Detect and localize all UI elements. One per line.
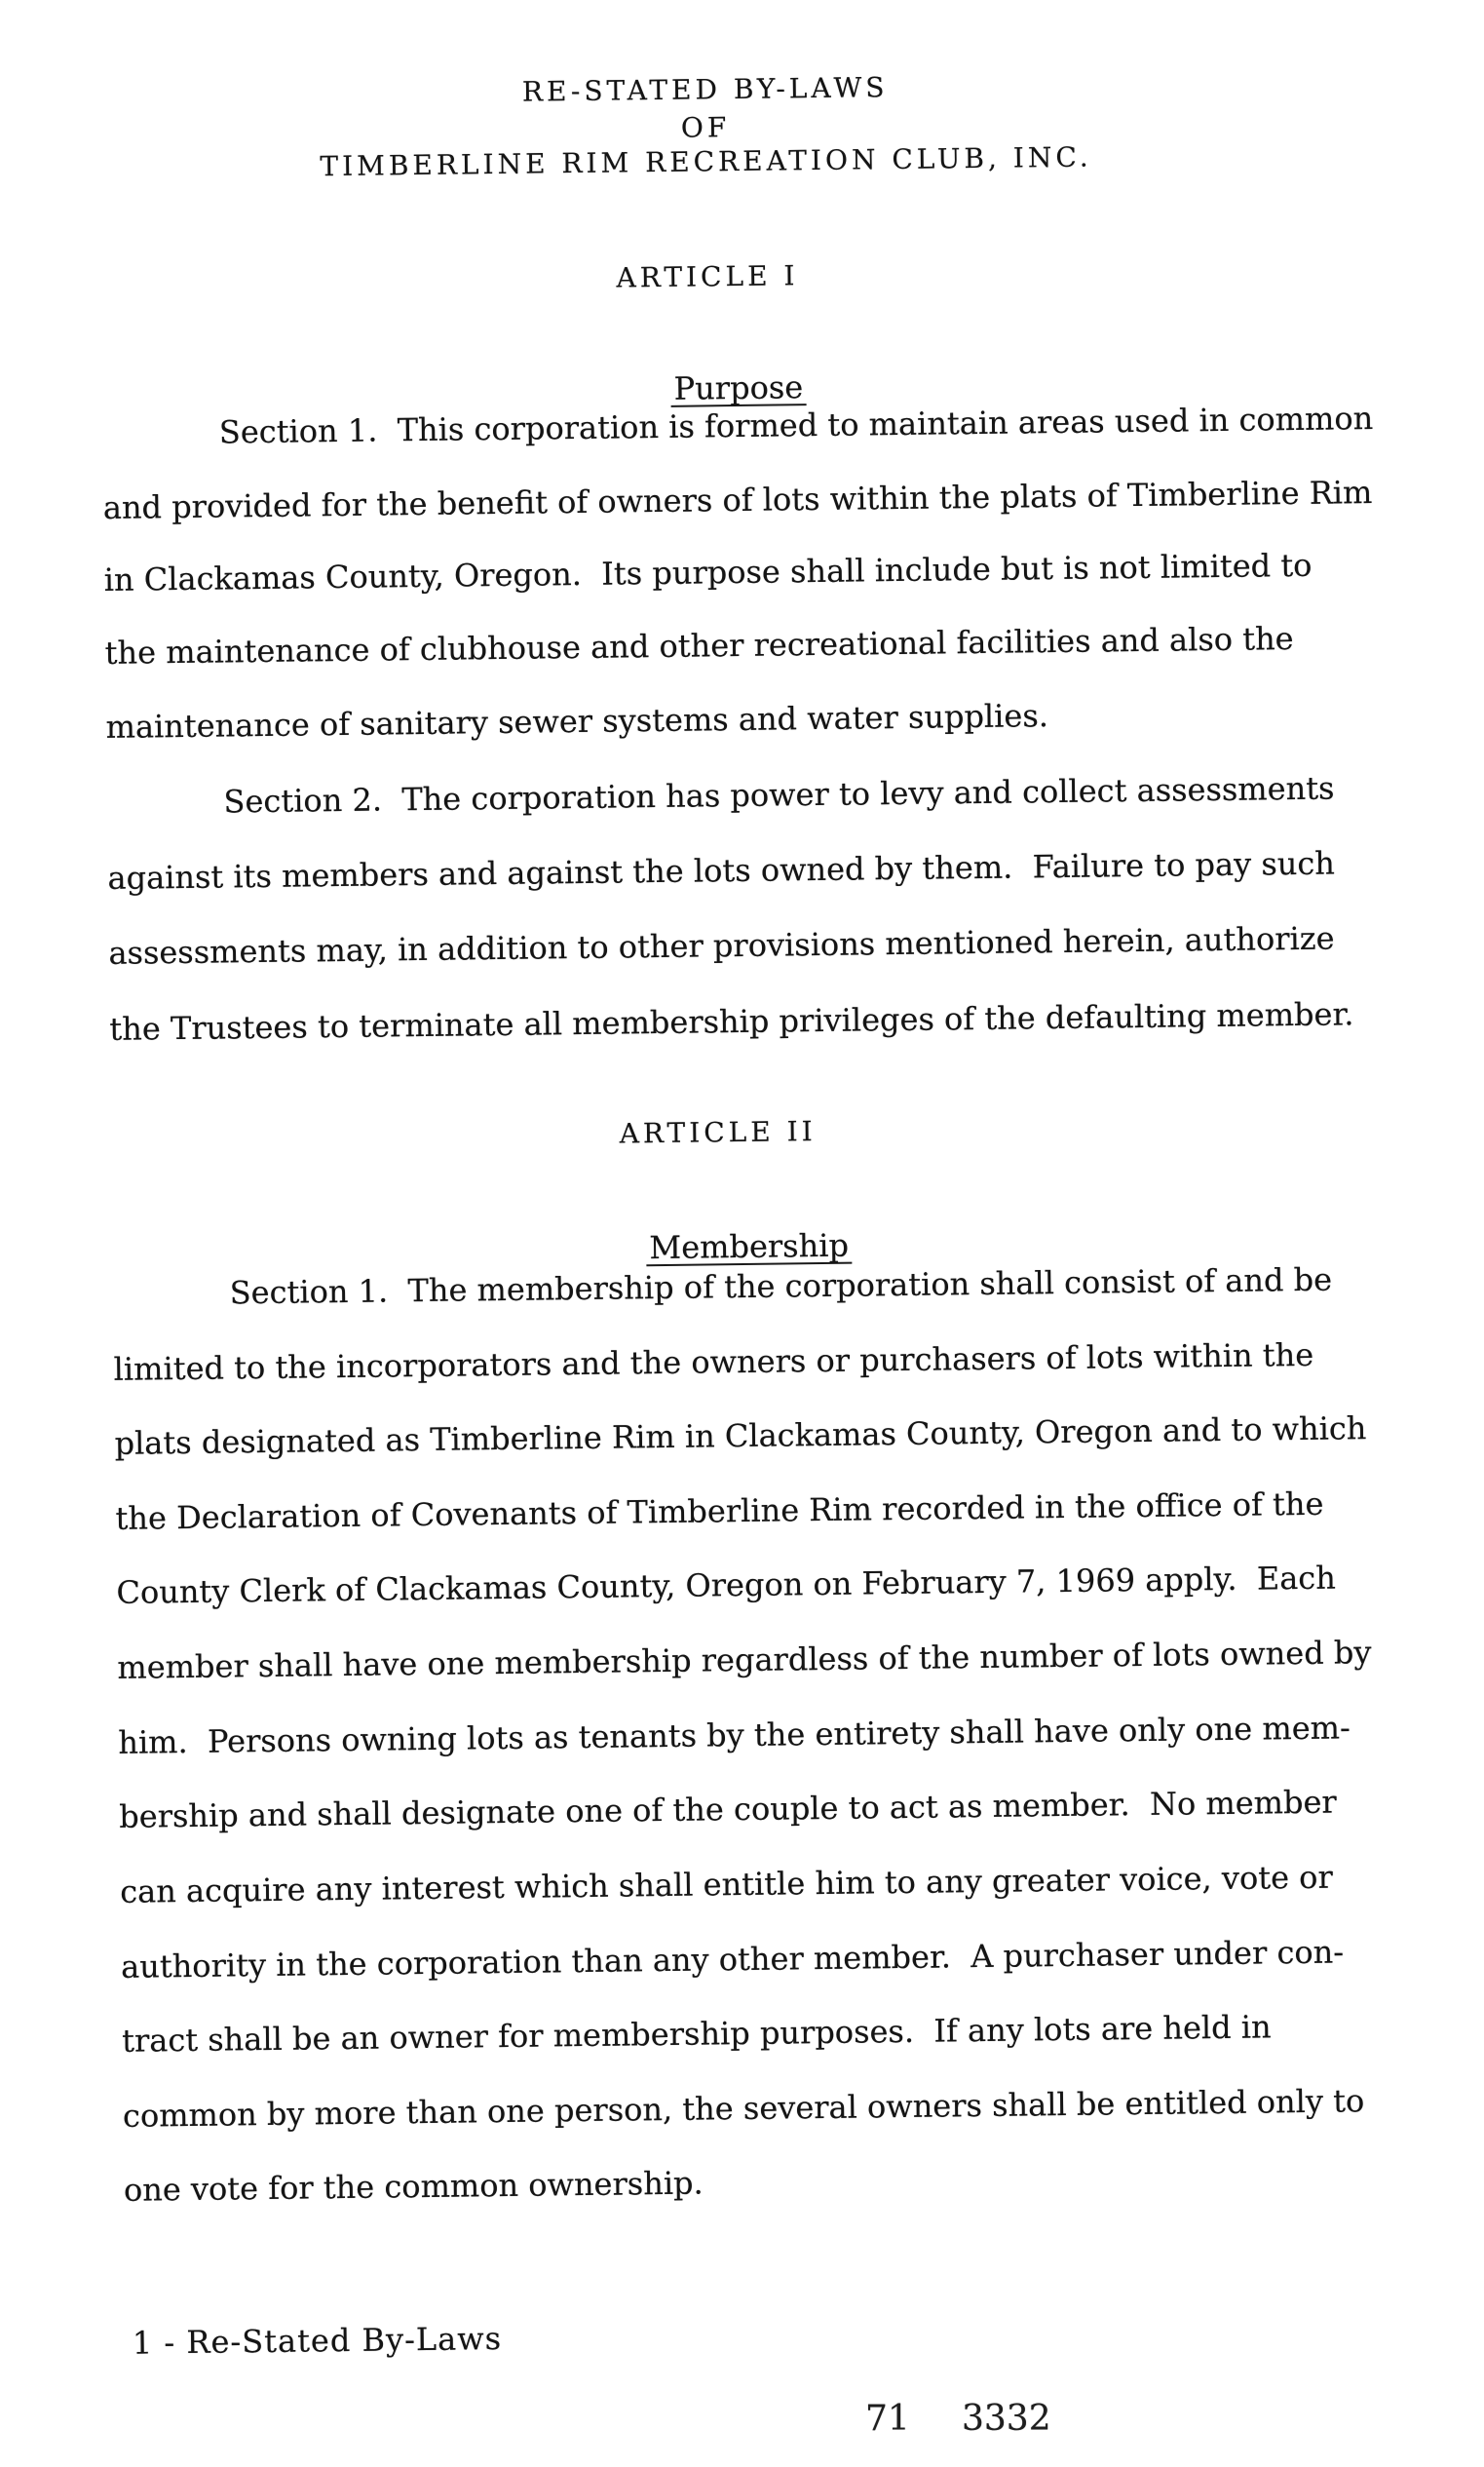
document-page (44, 31, 1440, 2437)
paragraph-line: the Trustees to terminate all membership privileges of the defaulting member. (109, 995, 1354, 1048)
title-line-of: OF (680, 111, 731, 144)
paragraph-line: maintenance of sanitary sewer systems and water supplies. (105, 697, 1049, 746)
stamp-number: 3332 (962, 2399, 1051, 2439)
article-heading: ARTICLE I (616, 259, 799, 294)
paragraph-line: Section 2. The corporation has power to levy and collect assessments (223, 769, 1335, 821)
paragraph-line: him. Persons owning lots as tenants by the entirety shall have only one mem- (118, 1709, 1351, 1761)
article-subject-row (57, 1180, 1379, 1267)
article-subject: Purpose (670, 372, 806, 407)
page-footer: 1 - Re-Stated By-Laws (132, 2320, 503, 2362)
article-subject: Membership (646, 1231, 852, 1267)
title-line-restated-bylaws: RE-STATED BY-LAWS (521, 71, 889, 108)
paragraph-line: the maintenance of clubhouse and other recreational facilities and also the (104, 620, 1294, 672)
paragraph-line: County Clerk of Clackamas County, Oregon on February 7, 1969 apply. Each (116, 1559, 1337, 1611)
paragraph-line: common by more than one person, the several owners shall be entitled only to (122, 2082, 1365, 2135)
paragraph-line: bership and shall designate one of the couple to act as member. No member (119, 1783, 1337, 1835)
paragraph-line: and provided for the benefit of owners of lots within the plats of Timberline Rim (102, 474, 1373, 526)
paragraph-line: Section 1. This corporation is formed to maintain areas used in common (218, 400, 1374, 451)
paragraph-line: can acquire any interest which shall entitle him to any greater voice, vote or (119, 1858, 1333, 1910)
stamp-number: 71 (865, 2399, 910, 2439)
paragraph-line: the Declaration of Covenants of Timberline Rim recorded in the office of the (115, 1484, 1324, 1537)
article-heading: ARTICLE II (619, 1115, 817, 1150)
paragraph-line: limited to the incorporators and the owners or purchasers of lots within the (113, 1335, 1314, 1388)
paragraph-line: tract shall be an owner for membership purposes. If any lots are held in (121, 2008, 1272, 2060)
document-title (44, 31, 1411, 183)
paragraph-line: member shall have one membership regardless of the number of lots owned by (117, 1634, 1372, 1686)
paragraph-line: authority in the corporation than any other member. A purchaser under con- (120, 1933, 1345, 1985)
paragraph-line: in Clackamas County, Oregon. Its purpose shall include but is not limited to (103, 546, 1313, 598)
paragraph-line: assessments may, in addition to other provisions mentioned herein, authorize (108, 919, 1335, 972)
paragraph-line: plats designated as Timberline Rim in Clackamas County, Oregon and to which (114, 1409, 1367, 1462)
paragraph-line: one vote for the common ownership. (123, 2164, 704, 2209)
title-line-club-name: TIMBERLINE RIM RECREATION CLUB, INC. (320, 140, 1092, 183)
paragraph-line: against its members and against the lots owned by them. Failure to pay such (107, 844, 1336, 897)
article-subject-row (48, 322, 1369, 407)
recording-stamp (0, 2398, 1484, 2441)
paragraph-line: Section 1. The membership of the corporation shall consist of and be (229, 1260, 1333, 1312)
